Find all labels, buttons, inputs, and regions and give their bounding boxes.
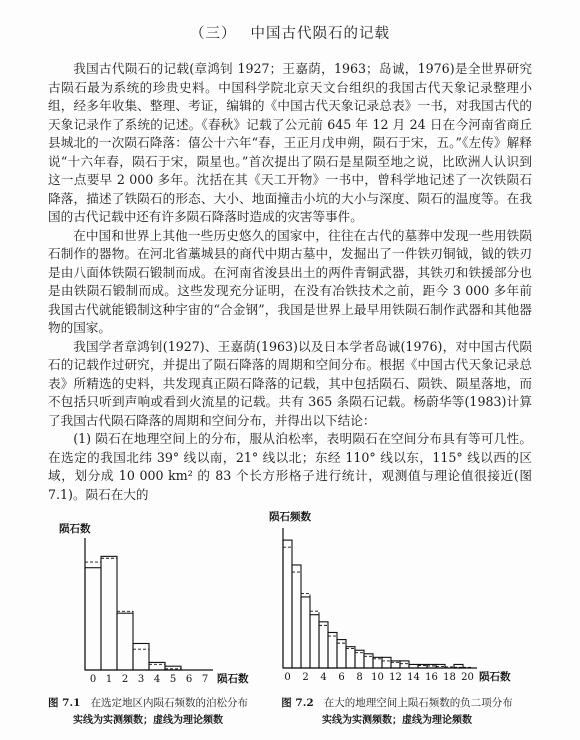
- histogram-bar-observed: [382, 657, 391, 668]
- figure-caption-number: 图 7.2: [281, 697, 314, 709]
- x-tick-label: 14: [407, 672, 420, 683]
- y-axis-label: 陨石数: [59, 523, 91, 535]
- histogram-bar-theoretical: [346, 648, 355, 668]
- histogram-bar-observed: [328, 632, 337, 668]
- y-axis-label: 陨石频数: [269, 511, 311, 523]
- x-tick-label: 3: [137, 674, 145, 685]
- x-tick-label: 0: [89, 674, 97, 685]
- histogram-bar-observed: [346, 647, 355, 668]
- histogram-bar-observed: [310, 615, 319, 668]
- figure-caption-title: 在大的地理空间上陨石频数的负二项分布: [323, 697, 513, 709]
- x-tick-label: 6: [185, 674, 193, 685]
- x-tick-label: 0: [284, 672, 291, 683]
- histogram-bar-observed: [133, 643, 149, 670]
- histogram-bar-observed: [283, 540, 292, 668]
- x-tick-label: 10: [371, 672, 384, 683]
- caption-line: [256, 694, 538, 712]
- histogram-bar-theoretical: [382, 661, 391, 668]
- x-axis-label: 陨石数: [217, 673, 249, 685]
- histogram-bar-theoretical: [85, 562, 101, 670]
- x-tick-label: 2: [121, 674, 129, 685]
- histogram-bar-theoretical: [364, 656, 373, 668]
- histogram-bar-observed: [85, 568, 101, 670]
- body-paragraph: 我国学者章鸿钊(1927)、王嘉荫(1963)以及日本学者岛诚(1976)，对中国古代陨石的记载作过研究，并提出了陨石降落的周期和空间分布。根据《中国古代天象记录总表》所精选的史料，共发现真正陨石降落的记载，其中包括陨石、陨铁、陨星落地，而不包括只听到声响或看到火流星的记载。共有 365 条陨石记载。杨蔚华等(1983)计算了我国古代陨石降落的周期和空间分布，并得出以下结论：: [48, 338, 532, 428]
- histogram-bar-observed: [301, 597, 310, 668]
- histogram-bar-observed: [292, 565, 301, 668]
- histogram-bar-theoretical: [149, 664, 165, 670]
- histogram-bar-theoretical: [373, 659, 382, 668]
- histogram-bar-theoretical: [391, 662, 400, 668]
- figure-7-1-caption: [36, 694, 260, 730]
- histogram-bar-theoretical: [319, 625, 328, 668]
- histogram-bar-observed: [319, 622, 328, 668]
- x-tick-label: 4: [153, 674, 161, 685]
- figure-7-1-histogram: [55, 520, 255, 690]
- x-tick-label: 12: [389, 672, 402, 683]
- histogram-bar-theoretical: [310, 611, 319, 668]
- x-tick-label: 16: [425, 672, 438, 683]
- histogram-bar-observed: [400, 661, 409, 668]
- body-paragraph: 在中国和世界上其他一些历史悠久的国家中，往往在古代的墓葬中发现一些用铁陨石制作的器物。在河北省藁城县的商代中期古墓中，发掘出了一件铁刃铜钺，钺的铁刃是由八面体铁陨石锻制而成。在河南省浚县出土的两件青铜武器，其铁刃和铁援部分也是由铁陨石锻制而成。这些发现充分证明，在没有冶铁技术之前，距今 3 000 多年前我国古代就能锻制这种宇宙的“合金钢”，我国是世界上最早用铁陨石制作武器和其他器物的国家。: [48, 227, 532, 335]
- body-paragraph: 我国古代陨石的记载(章鸿钊 1927；王嘉荫，1963；岛诚，1976)是全世界研究古陨石最为系统的珍贵史料。中国科学院北京天文台组织的我国古代天象记录整理小组，经多年收集、整理、考证，编辑的《中国古代天象记录总表》一书，对我国古代的天象记录作了系统的记述。《春秋》记载了公元前 645 年 12 月 24 日在今河南省商丘县城北的一次陨石降落：僖公十六年“春，王正月戊申朔，陨石于宋，五。”《左传》解释说“十六年春，陨石于宋，陨星也。”首次提出了陨石是星陨至地之说，比欧洲人认识到这一点要早 2 000 多年。沈括在其《天工开物》一书中，曾科学地记述了一次铁陨石降落，描述了铁陨石的形态、大小、地面撞击小坑的大小与深度、陨石的温度等。在我国的古代记载中还有许多陨石降落时造成的灾害等事件。: [48, 61, 532, 224]
- histogram-bar-observed: [149, 662, 165, 670]
- x-tick-label: 2: [302, 672, 309, 683]
- histogram-bar-theoretical: [301, 593, 310, 668]
- x-tick-label: 8: [356, 672, 363, 683]
- histogram-bar-theoretical: [355, 653, 364, 668]
- histogram-bar-observed: [101, 556, 117, 670]
- figure-caption-number: 图 7.1: [48, 697, 81, 709]
- x-axis-label: 陨石数: [479, 671, 511, 683]
- section-title: 中国古代陨石的记载: [250, 26, 390, 42]
- histogram-bar-theoretical: [101, 558, 117, 670]
- figure-caption-note: 实线为实测频数；虚线为理论频数: [73, 715, 223, 726]
- figure-caption-note: 实线为实测频数；虚线为理论频数: [322, 715, 472, 726]
- histogram-bar-theoretical: [133, 649, 149, 670]
- histogram-bar-theoretical: [292, 572, 301, 668]
- figure-caption-title: 在选定地区内陨石频数的泊松分布: [90, 697, 248, 709]
- histogram-bar-observed: [117, 613, 133, 670]
- figure-7-2-histogram: [265, 508, 515, 690]
- x-tick-label: 6: [338, 672, 345, 683]
- body-paragraph: (1) 陨石在地理空间上的分布，服从泊松率，表明陨石在空间分布具有等可几性。在选定的我国北纬 39° 线以南，21° 线以北；东经 110° 线以东，115° 线以西的区域，划分成 10 000 km² 的 83 个长方形格子进行统计，观测值与理论值很接近(图 7.1)。陨石在大的: [48, 431, 532, 502]
- caption-line: [36, 694, 260, 712]
- histogram-bar-observed: [337, 640, 346, 668]
- section-heading: [0, 22, 580, 43]
- x-tick-label: 18: [443, 672, 456, 683]
- histogram-bar-theoretical: [117, 611, 133, 670]
- x-tick-label: 7: [201, 674, 209, 685]
- x-tick-label: 20: [461, 672, 474, 683]
- x-tick-label: 1: [105, 674, 113, 685]
- histogram-bar-theoretical: [283, 547, 292, 668]
- x-tick-label: 4: [320, 672, 327, 683]
- histogram-bar-theoretical: [328, 636, 337, 668]
- figure-7-2-caption: [256, 694, 538, 730]
- histogram-bar-theoretical: [400, 664, 409, 668]
- x-tick-label: 5: [169, 674, 177, 685]
- histogram-bar-theoretical: [337, 643, 346, 668]
- body-text: [48, 60, 532, 504]
- section-number: （三）: [190, 26, 237, 42]
